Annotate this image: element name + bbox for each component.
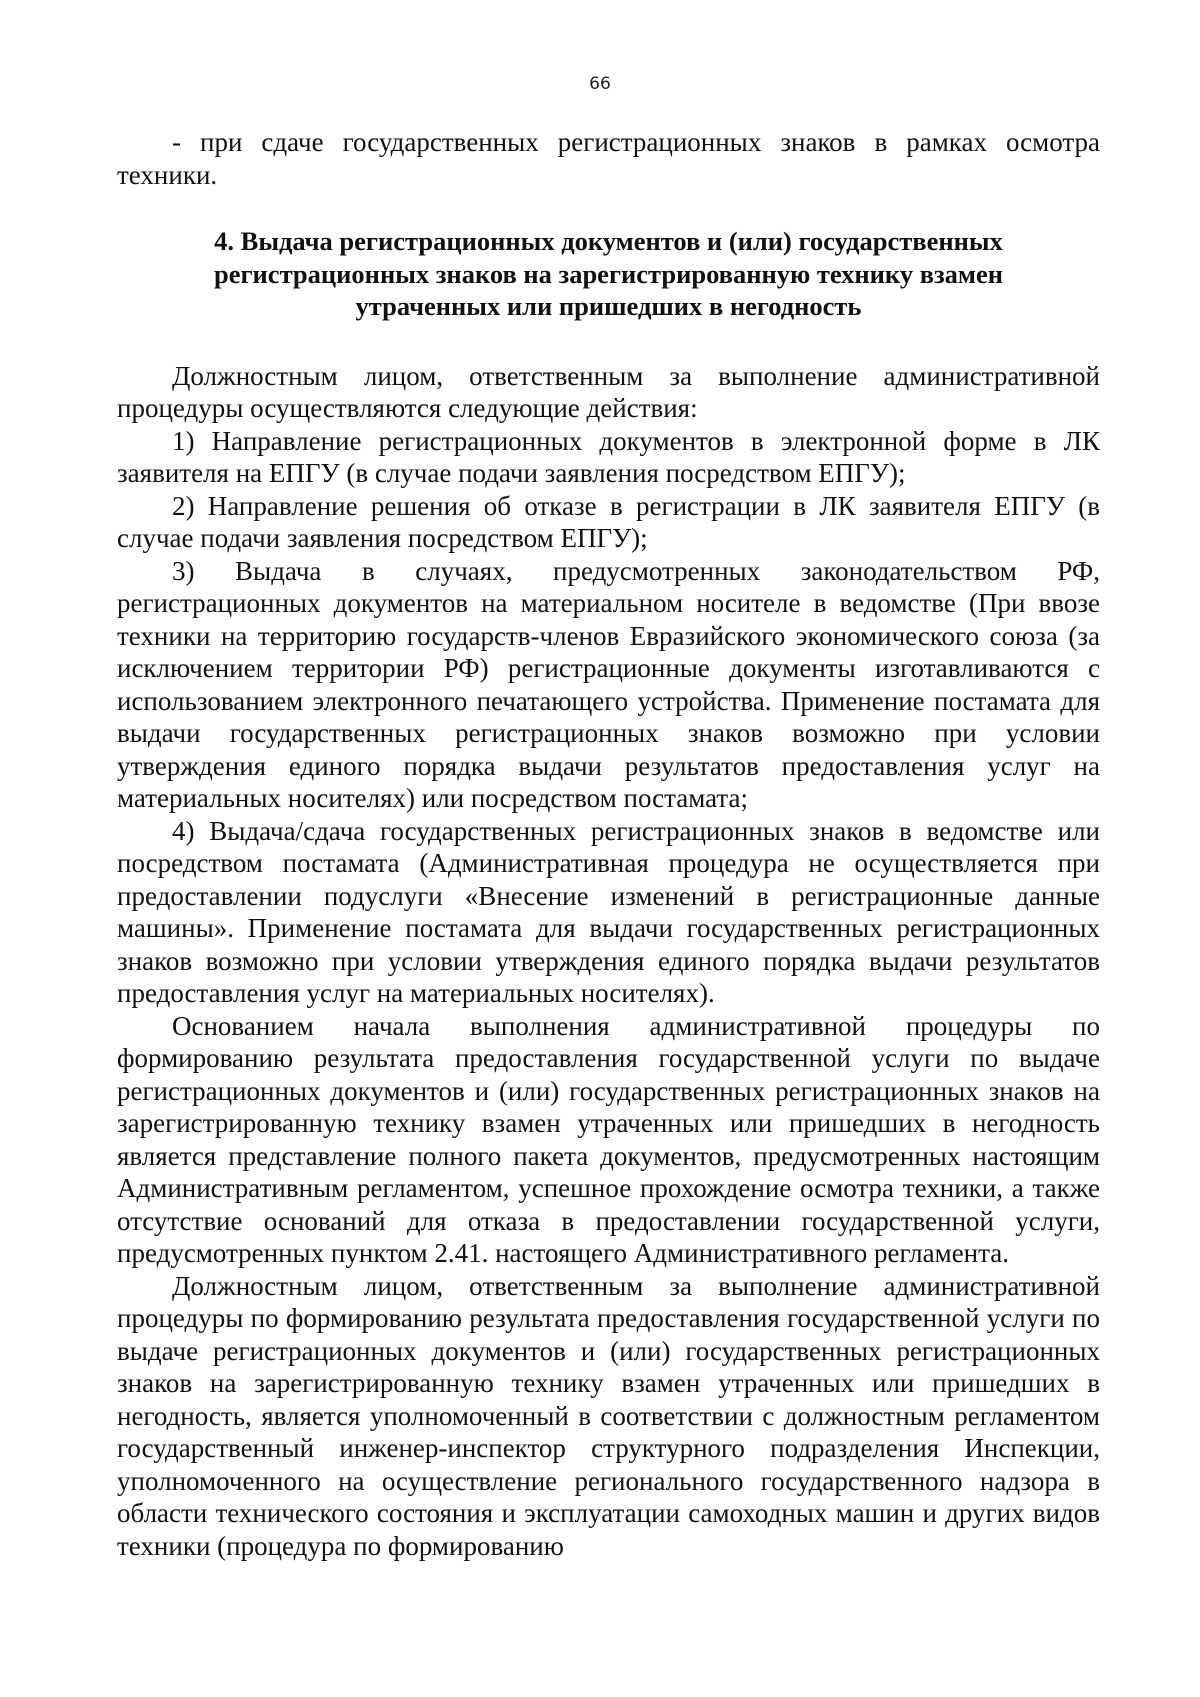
intro-paragraph: - при сдаче государственных регистрационных знаков в рамках осмотра техники.: [117, 127, 1100, 190]
list-item-3: 3) Выдача в случаях, предусмотренных законодательством РФ, регистрационных документов на материальном носителе в ведомстве (При ввозе техники на территорию государств-членов Евразийского экономического союза (за исключением территории РФ) регистрационные документы изготавливаются с использованием электронного печатающего устройства. Применение постамата для выдачи государственных регистрационных знаков возможно при условии утверждения единого порядка выдачи результатов предоставления услуг на материальных носителях) или посредством постамата;: [117, 555, 1100, 813]
list-item-2: 2) Направление решения об отказе в регистрации в ЛК заявителя ЕПГУ (в случае подачи заявления посредством ЕПГУ);: [117, 490, 1100, 553]
page-number: 66: [589, 74, 611, 94]
paragraph-responsible-actions: Должностным лицом, ответственным за выполнение административной процедуры осуществляются следующие действия:: [117, 360, 1100, 423]
document-body: [117, 126, 1100, 1562]
paragraph-basis: Основанием начала выполнения административной процедуры по формированию результата предоставления государственной услуги по выдаче регистрационных документов и (или) государственных регистрационных знаков на зарегистрированную технику взамен утраченных или пришедших в негодность является представление полного пакета документов, предусмотренных настоящим Административным регламентом, успешное прохождение осмотра техники, а также отсутствие оснований для отказа в предоставлении государственной услуги, предусмотренных пунктом 2.41. настоящего Административного регламента.: [117, 1010, 1100, 1268]
section-heading: 4. Выдача регистрационных документов и (или) государственных регистрационных знаков на зарегистрированную технику взамен утраченных или пришедших в негодность: [214, 226, 1003, 321]
paragraph-responsible-official: Должностным лицом, ответственным за выполнение административной процедуры по формированию результата предоставления государственной услуги по выдаче регистрационных документов и (или) государственных регистрационных знаков на зарегистрированную технику взамен утраченных или пришедших в негодность, является уполномоченный в соответствии с должностным регламентом государственный инженер-инспектор структурного подразделения Инспекции, уполномоченного на осуществление регионального государственного надзора в области технического состояния и эксплуатации самоходных машин и других видов техники (процедура по формированию: [117, 1270, 1100, 1561]
list-item-4: 4) Выдача/сдача государственных регистрационных знаков в ведомстве или посредством постамата (Административная процедура не осуществляется при предоставлении подуслуги «Внесение изменений в регистрационные данные машины». Применение постамата для выдачи государственных регистрационных знаков возможно при условии утверждения единого порядка выдачи результатов предоставления услуг на материальных носителях).: [117, 815, 1100, 1008]
list-item-1: 1) Направление регистрационных документов в электронной форме в ЛК заявителя на ЕПГУ (в случае подачи заявления посредством ЕПГУ);: [117, 425, 1100, 488]
